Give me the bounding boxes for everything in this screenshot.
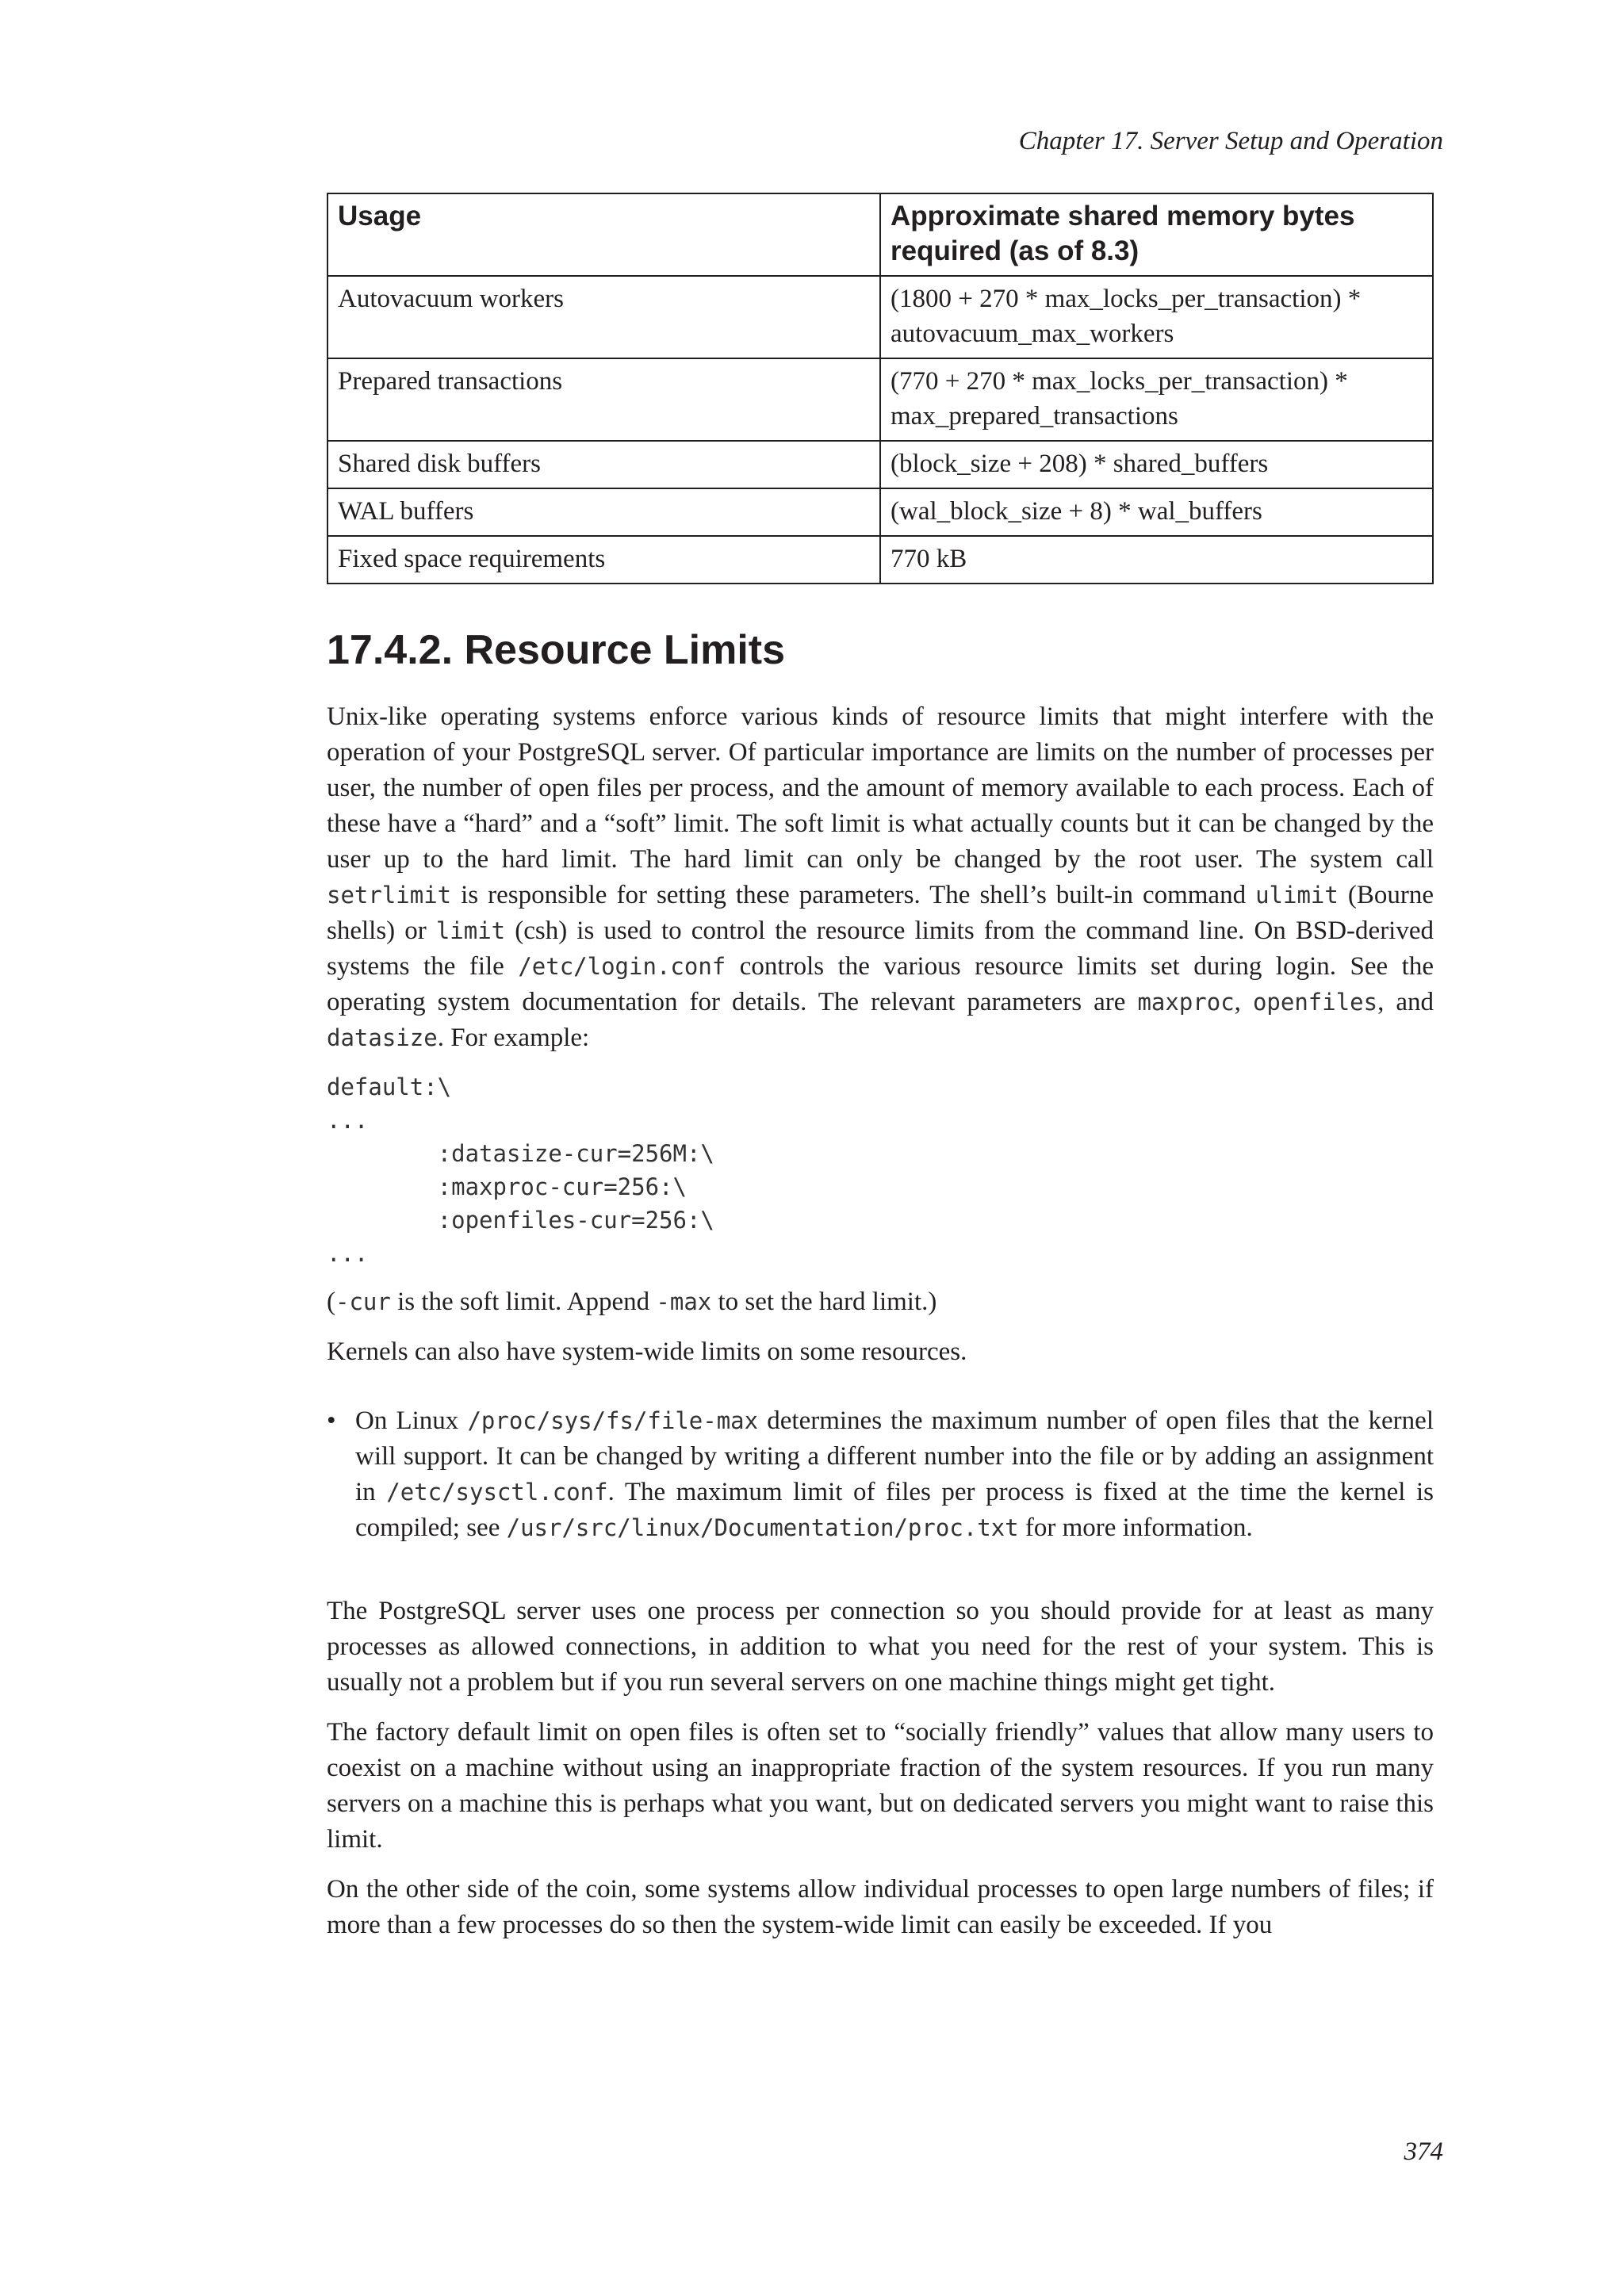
table-row — [327, 488, 1433, 536]
page-number: 374 — [1404, 2137, 1443, 2166]
inline-code-sysctl-conf: /etc/sysctl.conf — [386, 1479, 608, 1506]
table-row — [327, 441, 1433, 488]
table-cell-bytes: (wal_block_size + 8) * wal_buffers — [880, 488, 1433, 536]
kernel-limits-paragraph: Kernels can also have system-wide limits on some resources. — [327, 1337, 967, 1366]
column-header-usage: Usage — [327, 193, 880, 276]
table-cell-bytes: (1800 + 270 * max_locks_per_transaction) * autovacuum_max_workers — [880, 276, 1433, 358]
inline-code-cur: -cur — [335, 1288, 391, 1315]
bullet-mark: • — [327, 1406, 336, 1435]
table-cell-usage: Shared disk buffers — [327, 441, 880, 488]
table-row — [327, 358, 1433, 441]
table-header-row — [327, 193, 1433, 276]
inline-code-openfiles: openfiles — [1252, 989, 1378, 1016]
inline-code-file-max: /proc/sys/fs/file-max — [467, 1407, 759, 1434]
cur-max-paragraph: (-cur is the soft limit. Append -max to set the hard limit.) — [327, 1288, 937, 1316]
inline-code-setrlimit: setrlimit — [327, 882, 452, 909]
table-cell-usage: WAL buffers — [327, 488, 880, 536]
column-header-bytes: Approximate shared memory bytes required (as of 8.3) — [880, 193, 1433, 276]
inline-code-maxproc: maxproc — [1137, 989, 1235, 1016]
inline-code-limit: limit — [435, 917, 506, 944]
list-item: • On Linux /proc/sys/fs/file-max determines the maximum number of open files that the kernel will support. It can be changed by writing a different number into the file or by adding an assignment in /etc/sysctl.conf. The maximum limit of files per process is fixed at the time the kernel is compiled; see /usr/src/linux/Documentation/proc.txt for more information. — [327, 1403, 1434, 1546]
inline-code-max: -max — [656, 1288, 712, 1315]
kernel-limits-list — [327, 1403, 1434, 1546]
shared-memory-table — [327, 193, 1434, 584]
table-row — [327, 536, 1433, 584]
process-per-connection-paragraph: The PostgreSQL server uses one process per connection so you should provide for at least as many processes as allowed connections, in addition to what you need for the rest of your system. This is usually not a problem but if you run several servers on one machine things might get tight. — [327, 1597, 1434, 1697]
system-wide-limit-paragraph: On the other side of the coin, some systems allow individual processes to open large numbers of files; if more than a few processes do so then the system-wide limit can easily be exceeded. If you — [327, 1875, 1434, 1939]
table-cell-usage: Autovacuum workers — [327, 276, 880, 358]
code-example-block: default:\ ... :datasize-cur=256M:\ :maxproc-cur=256:\ :openfiles-cur=256:\ ... — [327, 1073, 714, 1267]
section-title: 17.4.2. Resource Limits — [327, 627, 786, 673]
table-cell-usage: Prepared transactions — [327, 358, 880, 441]
inline-code-login-conf: /etc/login.conf — [518, 953, 726, 980]
table-cell-bytes: (block_size + 208) * shared_buffers — [880, 441, 1433, 488]
table-cell-bytes: 770 kB — [880, 536, 1433, 584]
table-row — [327, 276, 1433, 358]
table-cell-bytes: (770 + 270 * max_locks_per_transaction) * max_prepared_transactions — [880, 358, 1433, 441]
running-header: Chapter 17. Server Setup and Operation — [1018, 127, 1443, 155]
resource-limits-intro-paragraph: Unix-like operating systems enforce various kinds of resource limits that might interfere with the operation of your PostgreSQL server. Of particular importance are limits on the number of processes per user, the number of open files per process, and the amount of memory available to each process. Each of these have a “hard” and a “soft” limit. The soft limit is what actually counts but it can be changed by the user up to the hard limit. The hard limit can only be changed by the root user. The system call setrlimit is responsible for setting these parameters. The shell’s built-in command ulimit (Bourne shells) or limit (csh) is used to control the resource limits from the command line. On BSD-derived systems the file /etc/login.conf controls the various resource limits set during login. See the operating system documentation for details. The relevant parameters are maxproc, openfiles, and datasize. For example: — [327, 702, 1434, 1052]
factory-default-paragraph: The factory default limit on open files is often set to “socially friendly” values that allow many users to coexist on a machine without using an inappropriate fraction of the system resources. If you run many servers on a machine this is perhaps what you want, but on dedicated servers you might want to raise this limit. — [327, 1718, 1434, 1854]
inline-code-proc-txt: /usr/src/linux/Documentation/proc.txt — [506, 1514, 1019, 1541]
section-body — [327, 699, 1434, 1957]
inline-code-datasize: datasize — [327, 1024, 438, 1051]
inline-code-ulimit: ulimit — [1255, 882, 1339, 909]
table-cell-usage: Fixed space requirements — [327, 536, 880, 584]
